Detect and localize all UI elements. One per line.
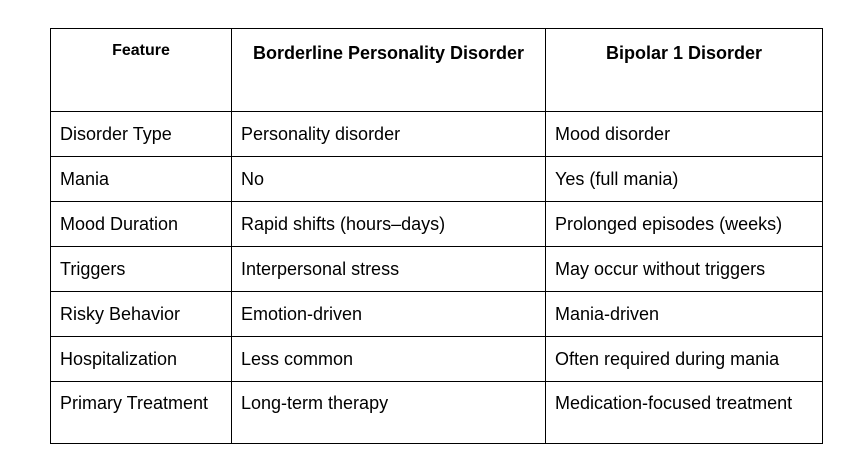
table-row — [51, 112, 823, 157]
bipolar-cell: Prolonged episodes (weeks) — [546, 202, 823, 247]
borderline-cell: Rapid shifts (hours–days) — [232, 202, 546, 247]
header-feature: Feature — [51, 29, 232, 112]
borderline-cell: Personality disorder — [232, 112, 546, 157]
feature-cell: Risky Behavior — [51, 292, 232, 337]
feature-cell: Triggers — [51, 247, 232, 292]
feature-cell: Mania — [51, 157, 232, 202]
bipolar-cell: Mood disorder — [546, 112, 823, 157]
feature-cell: Mood Duration — [51, 202, 232, 247]
table-row — [51, 202, 823, 247]
feature-cell: Primary Treatment — [51, 382, 232, 444]
header-bipolar: Bipolar 1 Disorder — [546, 29, 823, 112]
table-row — [51, 247, 823, 292]
feature-cell: Disorder Type — [51, 112, 232, 157]
table-row — [51, 337, 823, 382]
table-row — [51, 157, 823, 202]
table-header-row — [51, 29, 823, 112]
comparison-table — [50, 28, 823, 444]
borderline-cell: Interpersonal stress — [232, 247, 546, 292]
borderline-cell: Long-term therapy — [232, 382, 546, 444]
borderline-cell: Emotion-driven — [232, 292, 546, 337]
bipolar-cell: Yes (full mania) — [546, 157, 823, 202]
bipolar-cell: Medication-focused treatment — [546, 382, 823, 444]
borderline-cell: Less common — [232, 337, 546, 382]
header-borderline: Borderline Personality Disorder — [232, 29, 546, 112]
bipolar-cell: Often required during mania — [546, 337, 823, 382]
borderline-cell: No — [232, 157, 546, 202]
bipolar-cell: Mania-driven — [546, 292, 823, 337]
bipolar-cell: May occur without triggers — [546, 247, 823, 292]
feature-cell: Hospitalization — [51, 337, 232, 382]
table-row — [51, 292, 823, 337]
table-row — [51, 382, 823, 444]
